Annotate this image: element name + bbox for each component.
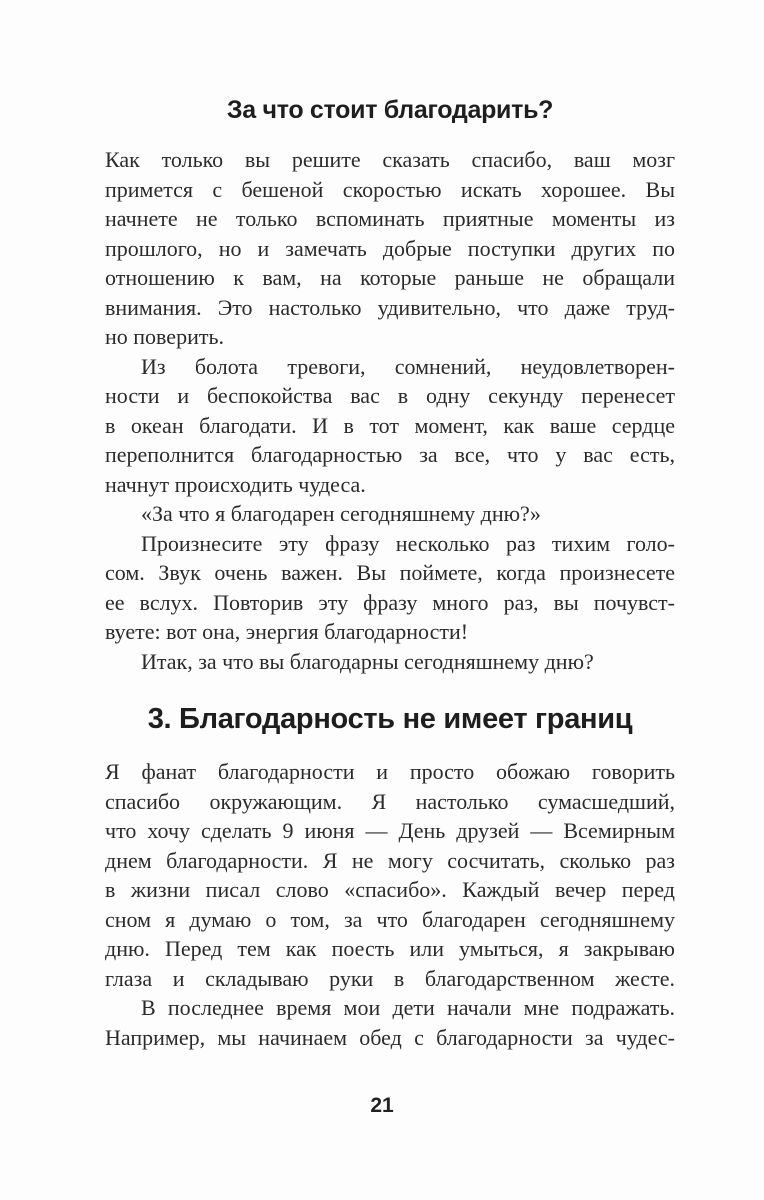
- text-line: ее вслух. Повторив эту фразу много раз, вы почувст-: [105, 589, 675, 615]
- text-line: но поверить.: [105, 324, 224, 349]
- paragraph: [105, 529, 675, 647]
- text-line: переполнится благодарностью за все, что у вас есть,: [105, 442, 675, 467]
- page-number: 21: [370, 1094, 394, 1117]
- page-content: [105, 95, 675, 1052]
- text-line: начнут происходить чудеса.: [105, 471, 366, 497]
- section-heading: За что стоит благодарить?: [226, 96, 554, 124]
- text-line: в океан благодати. И в тот момент, как ваше сердце: [105, 412, 675, 438]
- text-line: Из болота тревоги, сомнений, неудовлетворен-: [141, 353, 675, 379]
- text-line: Произнесите эту фразу несколько раз тихим голо-: [141, 530, 675, 556]
- paragraph: [105, 499, 675, 529]
- paragraph: [105, 145, 675, 352]
- text-line: Как только вы решите сказать спасибо, ваш мозг: [105, 147, 675, 172]
- text-line: начнете не только вспоминать приятные моменты из: [105, 206, 675, 231]
- text-line: Я фанат благодарности и просто обожаю говорить: [105, 759, 675, 784]
- paragraph: [105, 993, 675, 1052]
- text-line: сном я думаю о том, за что благодарен сегодняшнему: [105, 906, 675, 932]
- paragraph: [105, 352, 675, 500]
- text-line: отношению к вам, на которые раньше не обращали: [105, 265, 675, 290]
- chapter-heading: 3. Благодарность не имеет границ: [147, 703, 633, 735]
- text-line: внимания. Это настолько удивительно, что даже труд-: [105, 294, 675, 320]
- page-footer: [0, 1094, 764, 1118]
- paragraph: [105, 757, 675, 993]
- text-line: вуете: вот она, энергия благодарности!: [105, 619, 469, 644]
- text-line: примется с бешеной скоростью искать хорошее. Вы: [105, 176, 675, 202]
- text-line: дню. Перед тем как поесть или умыться, я закрываю: [105, 936, 675, 961]
- text-line: В последнее время мои дети начали мне подражать.: [141, 995, 675, 1020]
- text-line: днем благодарности. Я не могу сосчитать, сколько раз: [105, 847, 675, 873]
- text-line: прошлого, но и замечать добрые поступки других по: [105, 235, 675, 261]
- text-line: в жизни писал слово «спасибо». Каждый вечер перед: [105, 877, 675, 902]
- text-line: Итак, за что вы благодарны сегодняшнему дню?: [141, 648, 594, 674]
- paragraph: [105, 647, 675, 677]
- text-line: ности и беспокойства вас в одну секунду перенесет: [105, 383, 675, 408]
- text-line: глаза и складываю руки в благодарственном жесте.: [105, 965, 675, 991]
- text-line: «За что я благодарен сегодняшнему дню?»: [141, 501, 541, 526]
- text-line: спасибо окружающим. Я настолько сумасшедший,: [105, 788, 675, 814]
- text-line: сом. Звук очень важен. Вы поймете, когда произнесете: [105, 560, 675, 585]
- text-line: Например, мы начинаем обед с благодарности за чудес-: [105, 1024, 675, 1050]
- text-line: что хочу сделать 9 июня — День друзей — Всемирным: [105, 818, 675, 843]
